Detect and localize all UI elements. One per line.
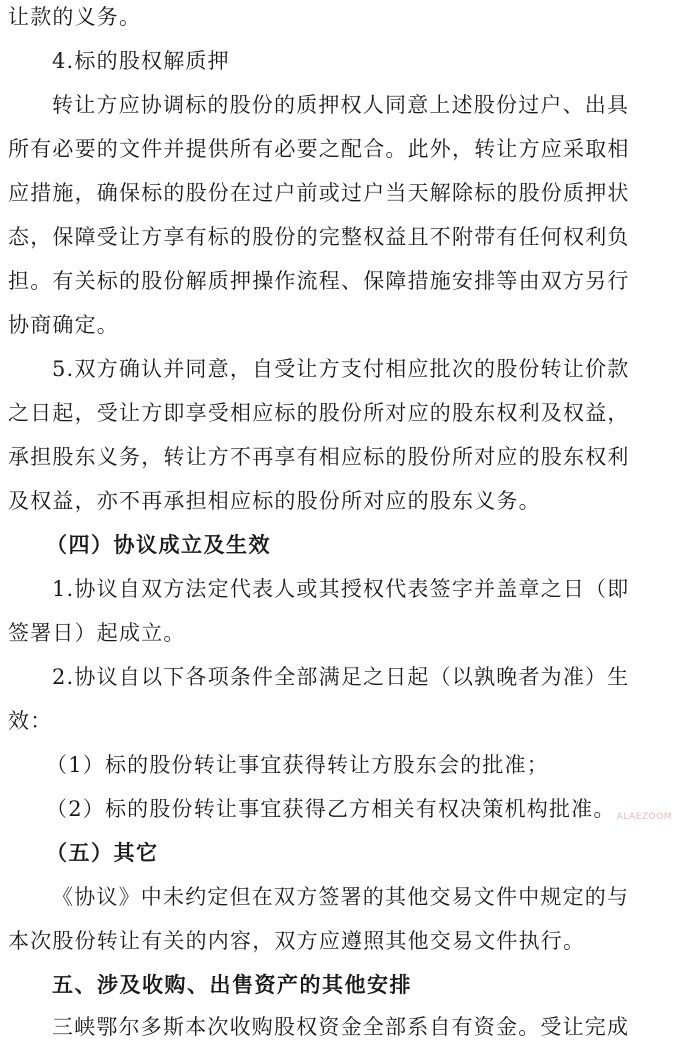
text-line: 本次股份转让有关的内容，双方应遵照其他交易文件执行。	[8, 929, 586, 953]
section-heading: （四）协议成立及生效	[46, 533, 271, 557]
text-line: 所有必要的文件并提供所有必要之配合。此外，转让方应采取相	[8, 137, 630, 161]
text-line: 之日起，受让方即享受相应标的股份所对应的股东权利及权益，	[8, 401, 630, 425]
text-line: 三峡鄂尔多斯本次收购股权资金全部系自有资金。受让完成	[52, 1015, 630, 1039]
text-line: 《协议》中未约定但在双方签署的其他交易文件中规定的与	[52, 885, 630, 909]
text-line: 效：	[8, 709, 53, 733]
section-heading: （五）其它	[46, 841, 159, 865]
text-line: 1.协议自双方法定代表人或其授权代表签字并盖章之日（即	[52, 577, 630, 601]
text-line: 5.双方确认并同意，自受让方支付相应批次的股份转让价款	[52, 357, 630, 381]
chapter-heading: 五、涉及收购、出售资产的其他安排	[52, 973, 412, 997]
text-line: 协商确定。	[8, 313, 119, 337]
text-line: 让款的义务。	[8, 5, 142, 29]
text-line: 2.协议自以下各项条件全部满足之日起（以孰晚者为准）生	[52, 665, 630, 689]
text-line: 承担股东义务，转让方不再享有相应标的股份所对应的股东权利	[8, 445, 630, 469]
list-item: （2）标的股份转让事宜获得乙方相关有权决策机构批准。	[46, 797, 616, 821]
clause-heading: 4.标的股权解质押	[52, 49, 230, 73]
watermark: ALAEZOOM	[616, 812, 672, 822]
text-line: 担。有关标的股份解质押操作流程、保障措施安排等由双方另行	[8, 269, 630, 293]
list-item: （1）标的股份转让事宜获得转让方股东会的批准；	[46, 753, 549, 777]
text-line: 签署日）起成立。	[8, 621, 186, 645]
text-line: 应措施，确保标的股份在过户前或过户当天解除标的股份质押状	[8, 181, 630, 205]
text-line: 转让方应协调标的股份的质押权人同意上述股份过户、出具	[52, 93, 630, 117]
text-line: 态，保障受让方享有标的股份的完整权益且不附带有任何权利负	[8, 225, 630, 249]
text-line: 及权益，亦不再承担相应标的股份所对应的股东义务。	[8, 489, 541, 513]
